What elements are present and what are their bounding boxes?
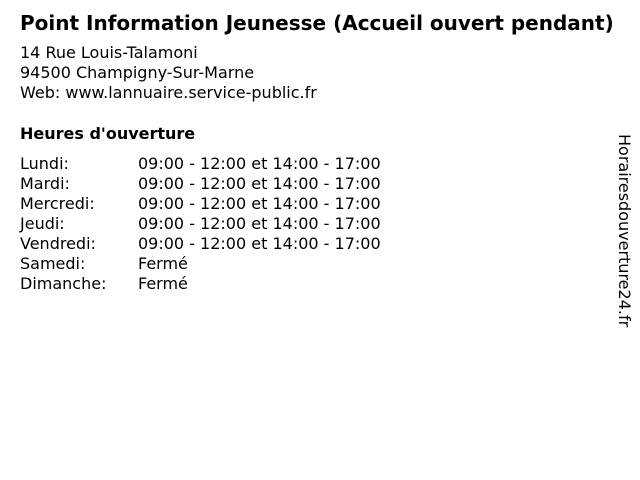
time-value: 09:00 - 12:00 et 14:00 - 17:00 bbox=[138, 174, 381, 193]
time-value: Fermé bbox=[138, 274, 188, 293]
time-value: 09:00 - 12:00 et 14:00 - 17:00 bbox=[138, 234, 381, 253]
day-label: Vendredi: bbox=[20, 234, 96, 253]
day-label: Mercredi: bbox=[20, 194, 95, 213]
address-city: 94500 Champigny-Sur-Marne bbox=[20, 63, 255, 82]
address-street: 14 Rue Louis-Talamoni bbox=[20, 43, 198, 62]
time-value: Fermé bbox=[138, 254, 188, 273]
address-block bbox=[20, 43, 317, 103]
page-title: Point Information Jeunesse (Accueil ouvert pendant) bbox=[20, 11, 614, 35]
hours-heading: Heures d'ouverture bbox=[20, 124, 196, 143]
time-value: 09:00 - 12:00 et 14:00 - 17:00 bbox=[138, 194, 381, 213]
time-value: 09:00 - 12:00 et 14:00 - 17:00 bbox=[138, 214, 381, 233]
day-label: Dimanche: bbox=[20, 274, 107, 293]
site-watermark: Horairesdouverture24.fr bbox=[615, 134, 634, 328]
day-label: Jeudi: bbox=[20, 214, 65, 233]
day-label: Mardi: bbox=[20, 174, 70, 193]
time-value: 09:00 - 12:00 et 14:00 - 17:00 bbox=[138, 154, 381, 173]
day-label: Lundi: bbox=[20, 154, 69, 173]
day-label: Samedi: bbox=[20, 254, 86, 273]
address-web: Web: www.lannuaire.service-public.fr bbox=[20, 83, 317, 102]
